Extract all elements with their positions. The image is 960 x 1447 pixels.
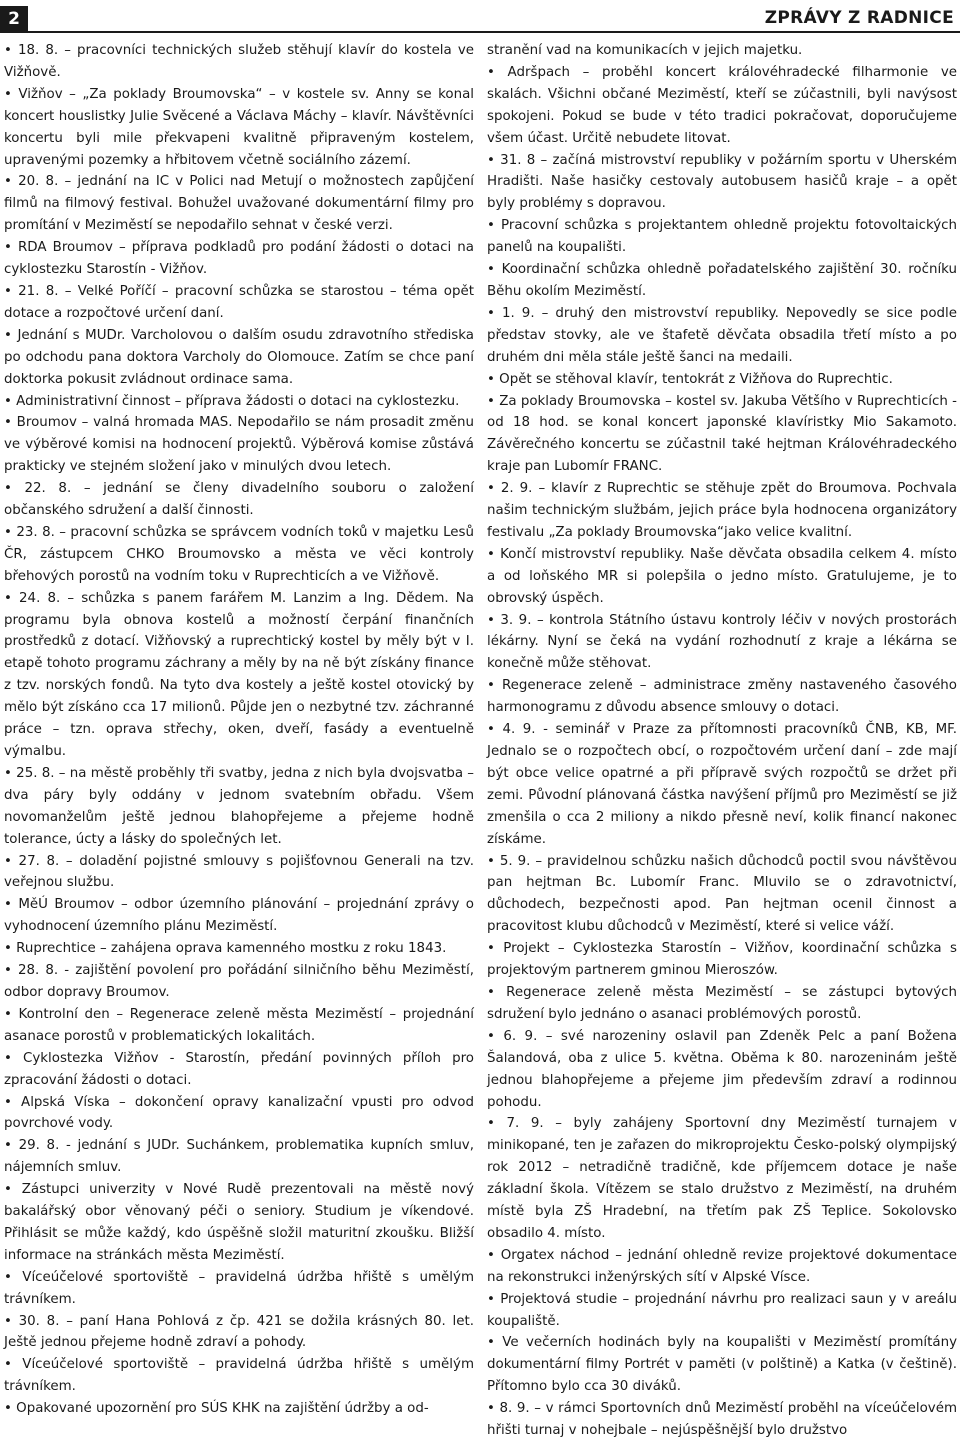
- news-item: • 7. 9. – byly zahájeny Sportovní dny Meziměstí turnajem v minikopané, ten je zařazen do mikroprojektu Česko-polský olympijský rok 2012 – netradičně tradičně, kde příjemcem dotace je naše základní škola. Vítězem se stalo družstvo z Meziměstí, na druhém místě byla ZŠ Hradební, na třetím pak ZŠ Teplice. Sokolovsko obsadilo 4. místo.: [487, 1116, 957, 1241]
- news-item: • Projektová studie – projednání návrhu pro realizaci saun y v areálu koupaliště.: [487, 1291, 957, 1329]
- news-item: • 30. 8. – paní Hana Pohlová z čp. 421 se dožila krásných 80. let. Ještě jednou přejeme hodně zdraví a pohody.: [4, 1313, 474, 1351]
- news-item: • Orgatex náchod – jednání ohledně revize projektové dokumentace na rekonstrukci inženýrských sítí v Alpské Vísce.: [487, 1247, 957, 1285]
- news-item: • Končí mistrovství republiky. Naše děvčata obsadila celkem 4. místo a od loňského MR si polepšila o jedno místo. Gratulujeme, je to obrovský úspěch.: [487, 546, 957, 606]
- news-item: • RDA Broumov – příprava podkladů pro podání žádosti o dotaci na cyklostezku Starostín - Vižňov.: [4, 240, 474, 278]
- right-column: [487, 40, 957, 1442]
- news-item: • Regenerace zeleně – administrace změny nastaveného časového harmonogramu z důvodu absence smlouvy o dotaci.: [487, 678, 957, 716]
- page-header: [0, 6, 960, 33]
- news-item: stranění vad na komunikacích v jejich majetku.: [487, 43, 803, 58]
- news-item: • Adršpach – proběhl koncert královéhradecké filharmonie ve skalách. Všichni občané Meziměstí, kteří se zúčastnili, byli navýsost spokojeni. Pokud se bude v této tradici pokračovat, doporučujeme všem účast. Určitě nebudete litovat.: [487, 64, 957, 146]
- news-item: • 27. 8. – doladění pojistné smlouvy s pojišťovnou Generali na tzv. veřejnou službu.: [4, 853, 474, 891]
- news-item: • 5. 9. – pravidelnou schůzku našich důchodců poctil svou návštěvou pan hejtman Bc. Lubomír Franc. Mluvilo se o zdravotnictví, důchodech, bezpečnosti apod. Pan hejtman ocenil činnost a pracovitost klubu důchodců v Meziměstí, které si velice váží.: [487, 853, 957, 935]
- news-item: • Administrativní činnost – příprava žádosti o dotaci na cyklostezku.: [4, 393, 460, 409]
- news-item: • 8. 9. – v rámci Sportovních dnů Meziměstí proběhl na víceúčelovém hřišti turnaj v nohejbale – nejúspěšnější bylo družstvo: [487, 1401, 957, 1439]
- news-item: • Broumov – valná hromada MAS. Nepodařilo se nám prosadit změnu ve výběrové komisi na hodnocení projektů. Výběrová komise zůstává prakticky ve stejném složení jako v minulých dvou letech.: [4, 415, 474, 475]
- news-item: • 28. 8. - zajištění povolení pro pořádání silničního běhu Meziměstí, odbor dopravy Broumov.: [4, 963, 474, 1000]
- news-item: • 4. 9. - seminář v Praze za přítomnosti pracovníků ČNB, KB, MF. Jednalo se o rozpočtech obcí, o rozpočtovém určení daní – zde mají být obce velice opatrné a při přípravě svých rozpočtů se držet při zemi. Původní plánovaná částka navýšení příjmů pro Meziměstí se již zmenšila o cca 2 miliony a nikdo přesně neví, kolik financí nakonec získáme.: [487, 722, 957, 847]
- news-item: • 20. 8. – jednání na IC v Polici nad Metují o možnostech zapůjčení filmů na filmový festival. Bohužel uvažované dokumentární filmy pro promítání v Meziměstí se nepodařilo sehnat v české verzi.: [4, 174, 474, 234]
- news-item: • 31. 8 – začíná mistrovství republiky v požárním sportu v Uherském Hradišti. Naše hasičky cestovaly autobusem hasičů kraje – a opět byly problémy s dopravou.: [487, 152, 957, 212]
- news-item: • 1. 9. – druhý den mistrovství republiky. Nepovedly se sice podle představ stovky, ale ve štafetě děvčata obsadila třetí místo a po druhém dni měla stále ještě šanci na medaili.: [487, 305, 957, 365]
- news-item: • Opět se stěhoval klavír, tentokrát z Vižňova do Ruprechtic.: [487, 371, 893, 387]
- news-item: • 29. 8. - jednání s JUDr. Suchánkem, problematika kupních smluv, nájemních smluv.: [4, 1138, 474, 1176]
- news-item: • 3. 9. – kontrola Státního ústavu kontroly léčiv v nových prostorách lékárny. Nyní se čeká na vydání rozhodnutí z kraje a lékárna se konečně může stěhovat.: [487, 612, 957, 672]
- section-title: ZPRÁVY Z RADNICE: [764, 8, 954, 28]
- news-item: • 2. 9. – klavír z Ruprechtic se stěhuje zpět do Broumova. Pochvala našim technickým službám, jejich práce byla hodnocena organizátory festivalu „Za poklady Broumovska“jako velice kvalitní.: [487, 481, 957, 540]
- news-item: • Projekt – Cyklostezka Starostín – Vižňov, koordinační schůzka s projektovým partnerem gminou Mieroszów.: [487, 941, 957, 979]
- news-item: • Kontrolní den – Regenerace zeleně města Meziměstí – projednání asanace porostů v problematických lokalitách.: [4, 1006, 474, 1044]
- news-item: • 6. 9. – své narozeniny oslavil pan Zdeněk Pelc a paní Božena Šalandová, oba z ulice 5. května. Oběma k 80. narozeninám ještě jednou blahopřejeme a přejeme jim především zdraví a rodinnou pohodu.: [487, 1028, 957, 1110]
- news-item: • Jednání s MUDr. Varcholovou o dalším osudu zdravotního střediska po odchodu pana doktora Varcholy do Olomouce. Zatím se chce paní doktorka pokusit zvládnout ordinace sama.: [4, 327, 474, 387]
- news-item: • Alpská Víska – dokončení opravy kanalizační vpusti pro odvod povrchové vody.: [4, 1094, 474, 1132]
- news-item: • Regenerace zeleně města Meziměstí – se zástupci bytových sdružení bylo jednáno o asanaci problémových porostů.: [487, 984, 957, 1022]
- news-item: • Víceúčelové sportoviště – pravidelná údržba hřiště s umělým trávníkem.: [4, 1269, 474, 1307]
- news-item: • Za poklady Broumovska – kostel sv. Jakuba Většího v Ruprechticích - od 18 hod. se konal koncert japonské klavíristky Mio Sakamoto. Závěrečného koncertu se zúčastnil také hejtman Královéhradeckého kraje pan Lubomír FRANC.: [487, 393, 957, 475]
- news-item: • 23. 8. – pracovní schůzka se správcem vodních toků v majetku Lesů ČR, zástupcem CHKO Broumovsko a města ve věci kontroly břehových porostů na vodním toku v Ruprechticích a ve Vižňově.: [4, 524, 474, 584]
- news-item: • Ve večerních hodinách byly na koupališti v Meziměstí promítány dokumentární filmy Portrét v paměti (v polštině) a Katka (v češtině). Přítomno bylo cca 30 diváků.: [487, 1335, 957, 1395]
- news-item: • 21. 8. – Velké Poříčí – pracovní schůzka se starostou – téma opět dotace a rozpočtové určení daní.: [4, 283, 474, 321]
- news-item: • Víceúčelové sportoviště – pravidelná údržba hřiště s umělým trávníkem.: [4, 1357, 474, 1395]
- news-item: • MěÚ Broumov – odbor územního plánování – projednání zprávy o vyhodnocení územního plánu Meziměstí.: [4, 897, 474, 935]
- news-item: • 25. 8. – na městě proběhly tři svatby, jedna z nich byla dvojsvatba – dva páry byly oddány v jednom svatebním obřadu. Všem novomanželům ještě jednou blahopřejeme a přejeme hodně tolerance, úcty a lásky do společných let.: [4, 765, 474, 847]
- news-item: • Cyklostezka Vižňov - Starostín, předání povinných příloh pro zpracování žádosti o dotaci.: [4, 1050, 474, 1088]
- header-rule: [28, 31, 960, 33]
- left-column: [4, 40, 474, 1420]
- news-item: • Opakované upozornění pro SÚS KHK na zajištění údržby a od-: [4, 1401, 429, 1417]
- news-item: • Vižňov – „Za poklady Broumovska“ – v kostele sv. Anny se konal koncert houslistky Julie Svěcené a Václava Máchy – klavír. Návštěvníci koncertu byli mile překvapeni kvalitně připraveným kostelem, upravenými pozemky a hřbitovem včetně sociálního zázemí.: [4, 86, 474, 168]
- news-item: • Ruprechtice – zahájena oprava kamenného mostku z roku 1843.: [4, 941, 447, 957]
- news-item: • 18. 8. – pracovníci technických služeb stěhují klavír do kostela ve Vižňově.: [4, 43, 474, 80]
- news-item: • 24. 8. – schůzka s panem farářem M. Lanzim a Ing. Dědem. Na programu byla obnova kostelů a možností čerpání finančních prostředků z dotací. Vižňovský a ruprechtický kostel by měly být v I. etapě tohoto programu záchrany a měly by na ně být získány finance z tzv. norských fondů. Na tyto dva kostely a ještě kostel otovický by mělo být získáno cca 17 milionů. Půjde jen o nezbytné tzv. záchranné práce – tzn. oprava střechy, oken, dveří, fasády a eventuelně výmalbu.: [4, 590, 474, 759]
- news-item: • Pracovní schůzka s projektantem ohledně projektu fotovoltaických panelů na koupališti.: [487, 218, 957, 256]
- page-number: 2: [0, 6, 28, 33]
- news-item: • Zástupci univerzity v Nové Rudě prezentovali na městě nový bakalářský obor věnovaný péči o seniory. Studium je víkendové. Přihlásit se může každý, kdo úspěšně složil maturitní zkoušku. Bližší informace na stránkách města Meziměstí.: [4, 1182, 474, 1263]
- news-item: • Koordinační schůzka ohledně pořadatelského zajištění 30. ročníku Běhu okolím Meziměstí.: [487, 262, 957, 299]
- news-item: • 22. 8. – jednání se členy divadelního souboru o založení občanského sdružení a další činnosti.: [4, 481, 474, 519]
